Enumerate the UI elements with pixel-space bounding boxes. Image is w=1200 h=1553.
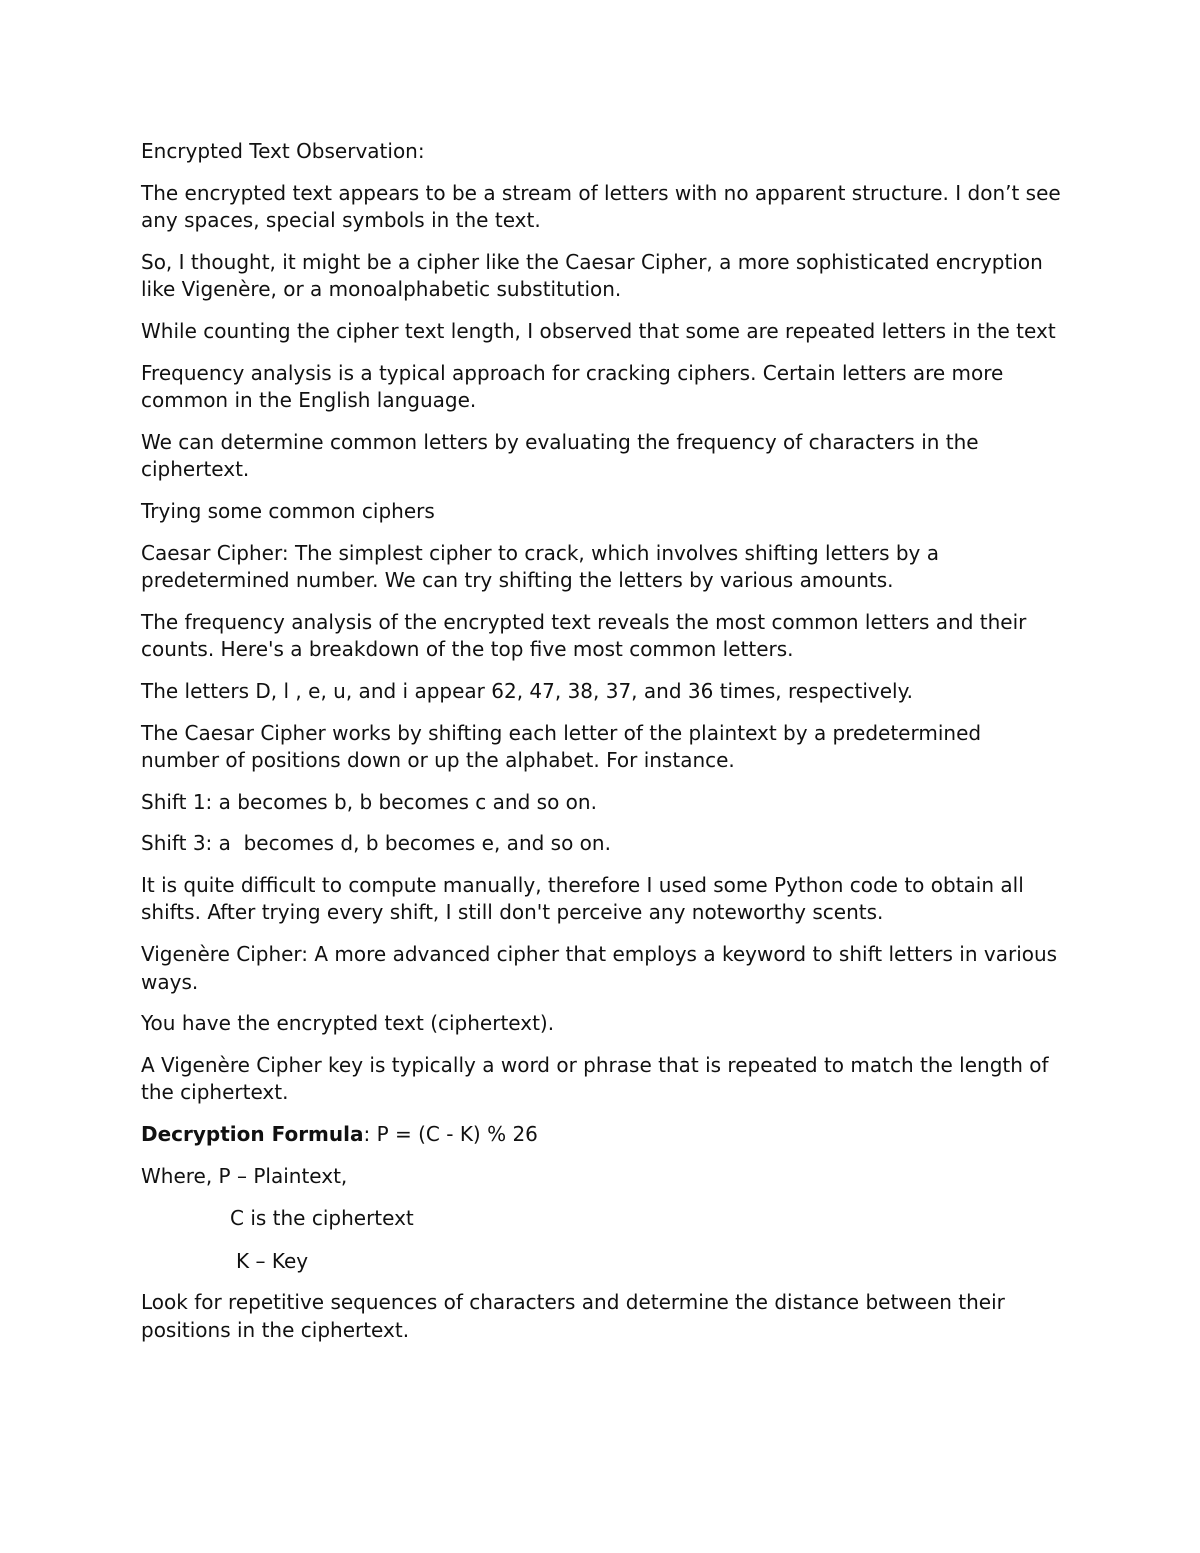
paragraph-where-ciphertext: C is the ciphertext: [230, 1206, 414, 1231]
paragraph-vigenere-cipher: Vigenère Cipher: A more advanced cipher that employs a keyword to shift letters in various ways.: [141, 942, 1064, 994]
paragraph-python-shifts: It is quite difficult to compute manually, therefore I used some Python code to obtain all shifts. After trying every shift, I still don't perceive any noteworthy scents.: [141, 872, 1031, 925]
paragraph-vigenere-key: A Vigenère Cipher key is typically a word or phrase that is repeated to match the length of the ciphertext.: [141, 1052, 1055, 1105]
paragraph-ciphertext-note: You have the encrypted text (ciphertext).: [141, 1011, 555, 1036]
formula-text: : P = (C - K) % 26: [363, 1122, 538, 1147]
paragraph-observation: The encrypted text appears to be a stream of letters with no apparent structure. I don’t see any spaces, special symbols in the text.: [141, 180, 1068, 233]
paragraph-decryption-formula: [141, 1121, 1061, 1149]
formula-label: Decryption Formula: [141, 1122, 364, 1147]
document-body: [141, 138, 1068, 1359]
paragraph-repetitive-sequences: Look for repetitive sequences of characters and determine the distance between their positions in the ciphertext.: [141, 1290, 1012, 1342]
paragraph-repeated-letters: While counting the cipher text length, I observed that some are repeated letters in the text: [141, 318, 1056, 343]
paragraph-where-key: K – Key: [236, 1248, 309, 1273]
paragraph-cipher-guess: So, I thought, it might be a cipher like the Caesar Cipher, a more sophisticated encryption like Vigenère, or a monoalphabetic substitution.: [141, 249, 1050, 302]
paragraph-caesar-explanation: The Caesar Cipher works by shifting each letter of the plaintext by a predetermined number of positions down or up the alphabet. For instance.: [141, 720, 988, 773]
paragraph-shift-3: Shift 3: a becomes d, b becomes e, and so on.: [141, 831, 611, 856]
paragraph-frequency-analysis: Frequency analysis is a typical approach for cracking ciphers. Certain letters are more common in the English language.: [141, 360, 1010, 413]
paragraph-caesar-cipher: Caesar Cipher: The simplest cipher to crack, which involves shifting letters by a predetermined number. We can try shifting the letters by various amounts.: [141, 540, 946, 593]
paragraph-frequency-results: The frequency analysis of the encrypted text reveals the most common letters and their counts. Here's a breakdown of the top five most common letters.: [141, 609, 1033, 662]
paragraph-trying-ciphers: Trying some common ciphers: [141, 498, 435, 523]
paragraph-heading: Encrypted Text Observation:: [141, 139, 425, 163]
paragraph-common-letters: We can determine common letters by evaluating the frequency of characters in the ciphertext.: [141, 429, 985, 482]
paragraph-shift-1: Shift 1: a becomes b, b becomes c and so on.: [141, 789, 597, 814]
paragraph-where-plaintext: Where, P – Plaintext,: [141, 1163, 348, 1188]
paragraph-letter-counts: The letters D, l , e, u, and i appear 62, 47, 38, 37, and 36 times, respectively.: [141, 678, 913, 703]
